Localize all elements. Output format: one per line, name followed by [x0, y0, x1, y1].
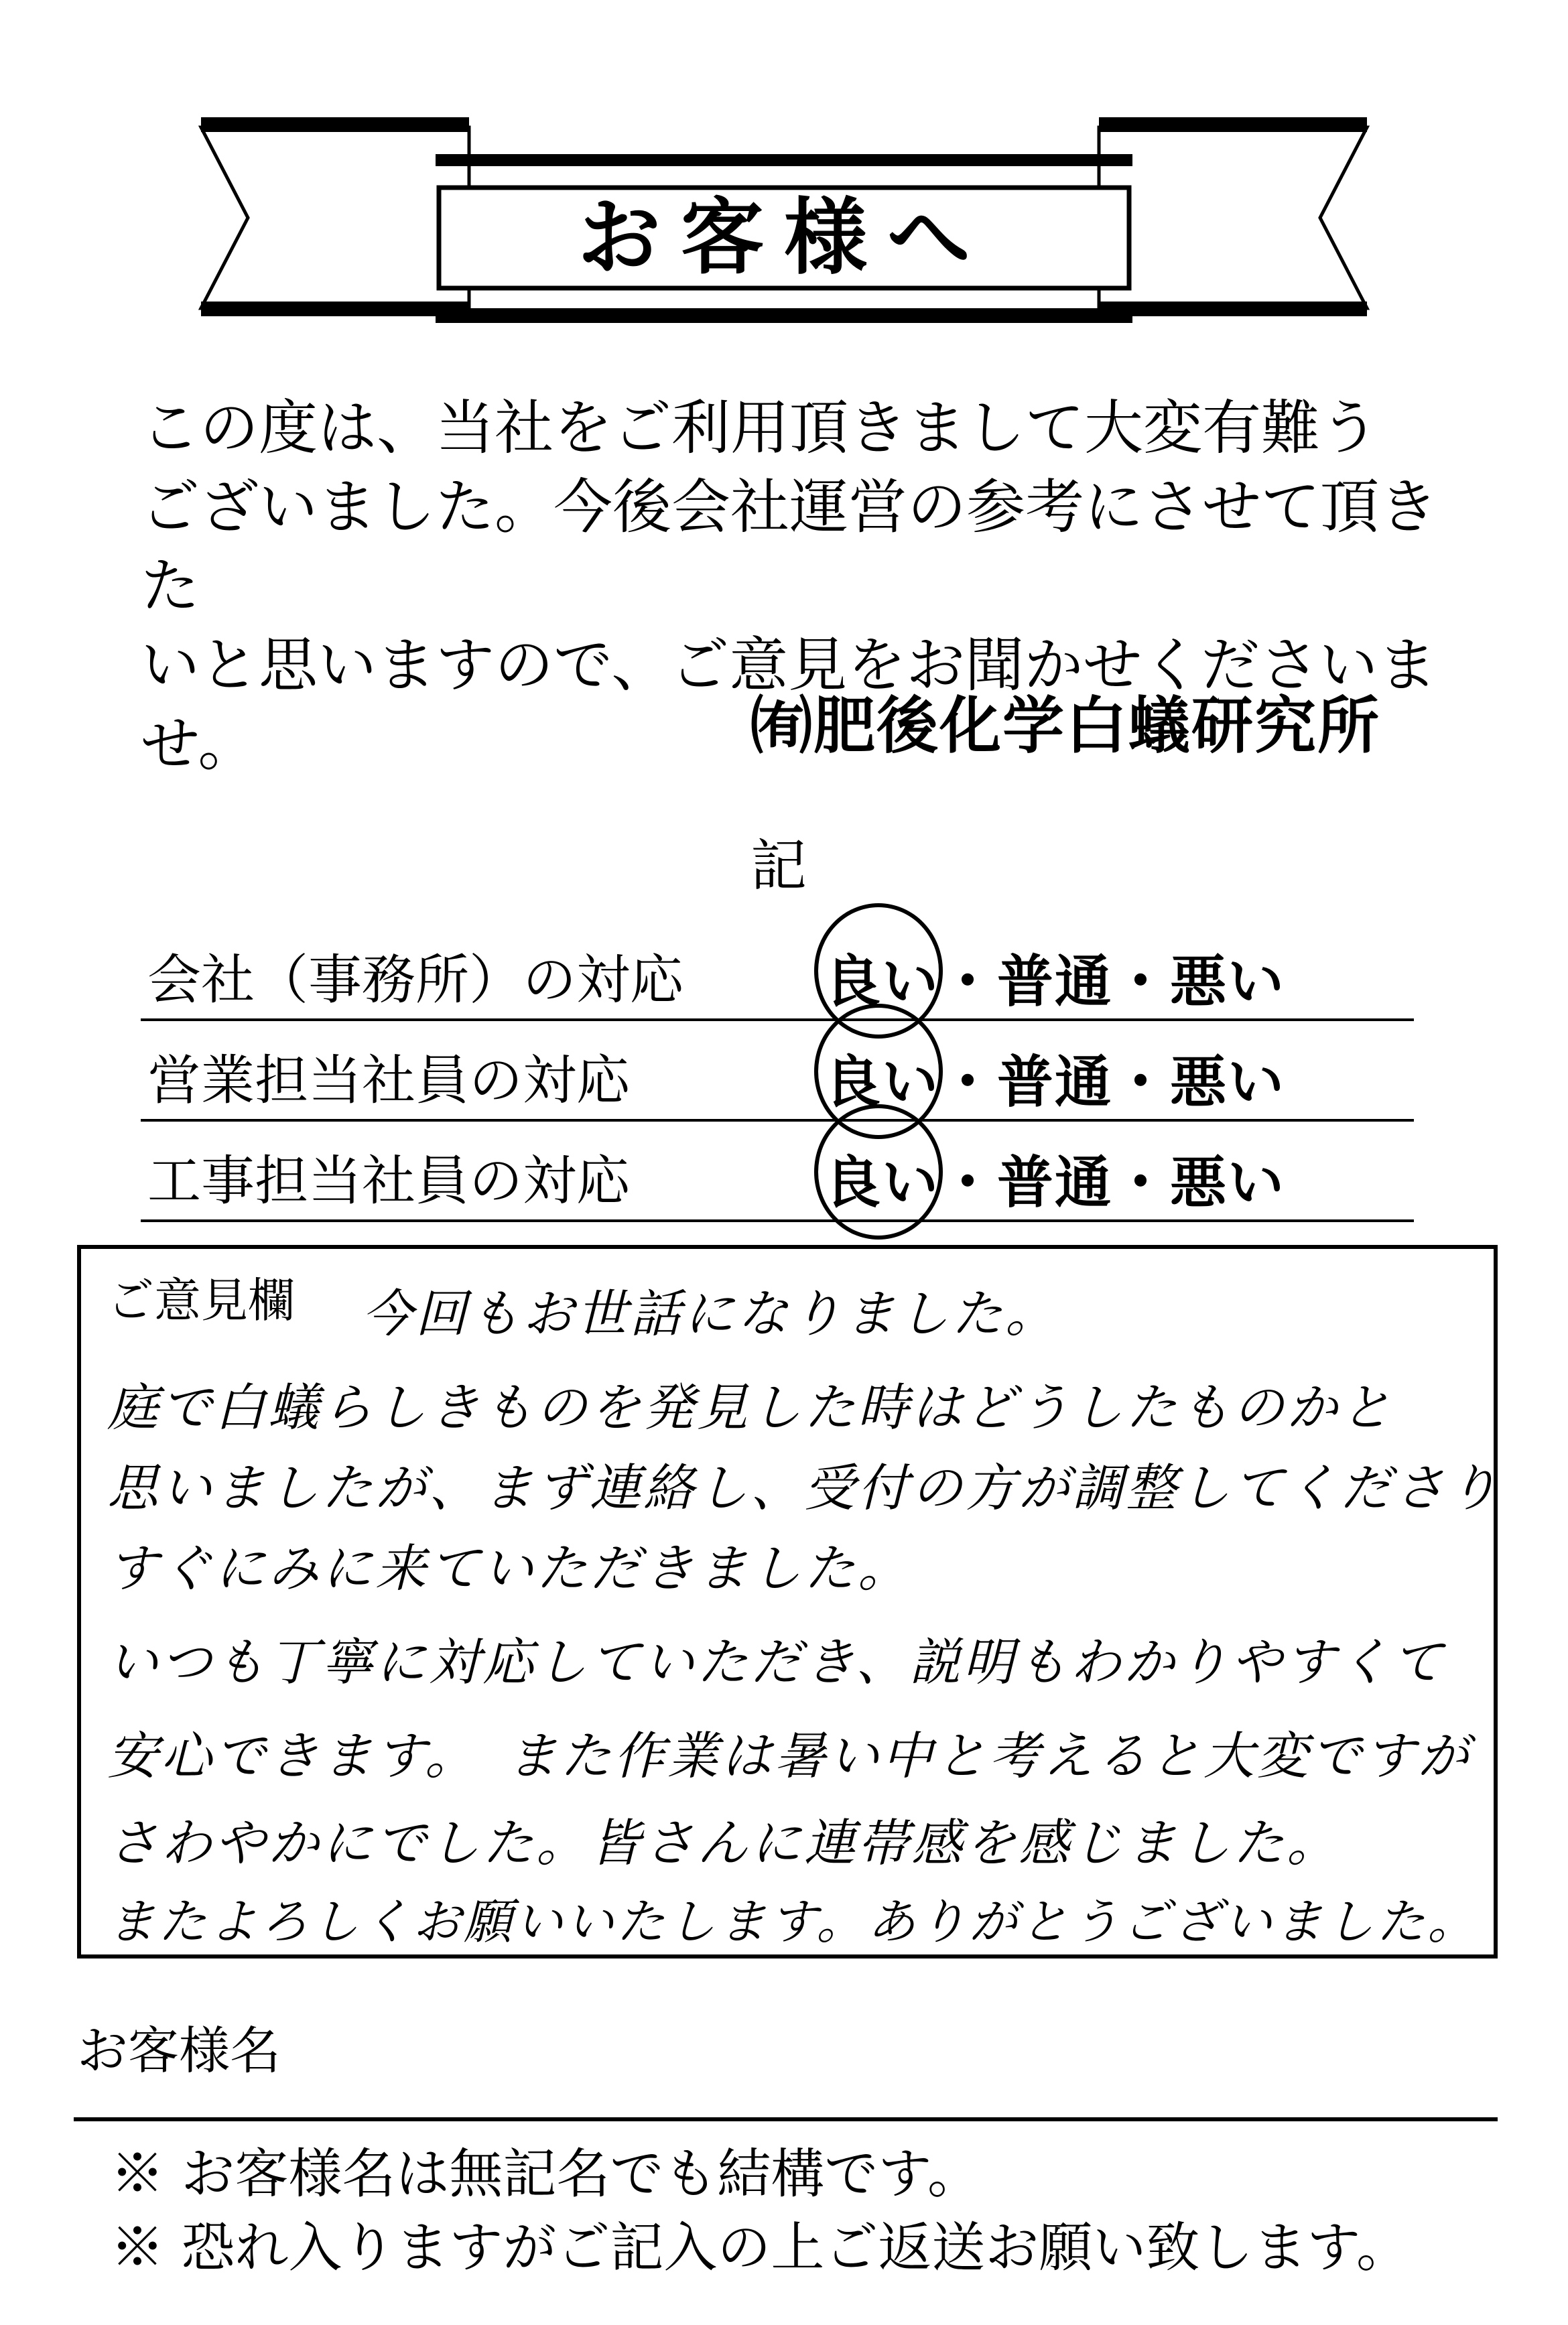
selected-circle-mark: [814, 1104, 943, 1240]
comment-line: またよろしくお願いいたします。ありがとうございました。: [107, 1894, 1479, 1950]
comment-line: さわやかにでした。皆さんに連帯感を感じました。: [107, 1813, 1340, 1873]
rating-row-sales: [141, 1018, 1414, 1122]
intro-line: この度は、当社をご利用頂きまして大変有難う: [141, 393, 1380, 462]
company-name: ㈲肥後化学白蟻研究所: [750, 690, 1381, 762]
intro-line: いと思いますので、ご意見をお聞かせくださいませ。: [141, 630, 1437, 779]
note-line: ※ 恐れ入りますがご記入の上ご返送お願い致します。: [111, 2216, 1411, 2279]
intro-line: ございました。今後会社運営の参考にさせて頂きた: [141, 472, 1439, 620]
comment-line: すぐにみに来ていただきました。: [107, 1538, 911, 1598]
comment-line: 安心できます。 また作業は暑い中と考えると大変ですが: [107, 1726, 1472, 1786]
rating-options[interactable]: 良い・普通・悪い: [824, 949, 1286, 1014]
page-title: お客様へ: [577, 189, 990, 286]
rating-label: 工事担当社員の対応: [147, 1150, 630, 1212]
rating-row-construction: [141, 1119, 1414, 1222]
note-line: ※ お客様名は無記名でも結構です。: [111, 2143, 982, 2205]
comment-line: 今回もお世話になりました。: [362, 1284, 1059, 1343]
comment-label: ご意見欄: [107, 1273, 295, 1328]
ki-heading: 記: [750, 833, 807, 899]
comment-line: 庭で白蟻らしきものを発見した時はどうしたものかと: [107, 1378, 1394, 1437]
comment-line: いつも丁寧に対応していただき、説明もわかりやすくて: [107, 1632, 1445, 1692]
rating-options[interactable]: 良い・普通・悪い: [824, 1049, 1286, 1115]
rating-options[interactable]: 良い・普通・悪い: [824, 1150, 1286, 1215]
rating-row-office: [141, 918, 1414, 1021]
title-banner: [194, 107, 1374, 355]
rating-label: 営業担当社員の対応: [147, 1049, 630, 1112]
comment-line: 思いましたが、まず連絡し、受付の方が調整してくださり: [107, 1458, 1501, 1518]
customer-name-label: お客様名: [77, 2021, 281, 2080]
customer-name-input-line[interactable]: [74, 2117, 1498, 2121]
rating-label: 会社（事務所）の対応: [147, 949, 683, 1011]
